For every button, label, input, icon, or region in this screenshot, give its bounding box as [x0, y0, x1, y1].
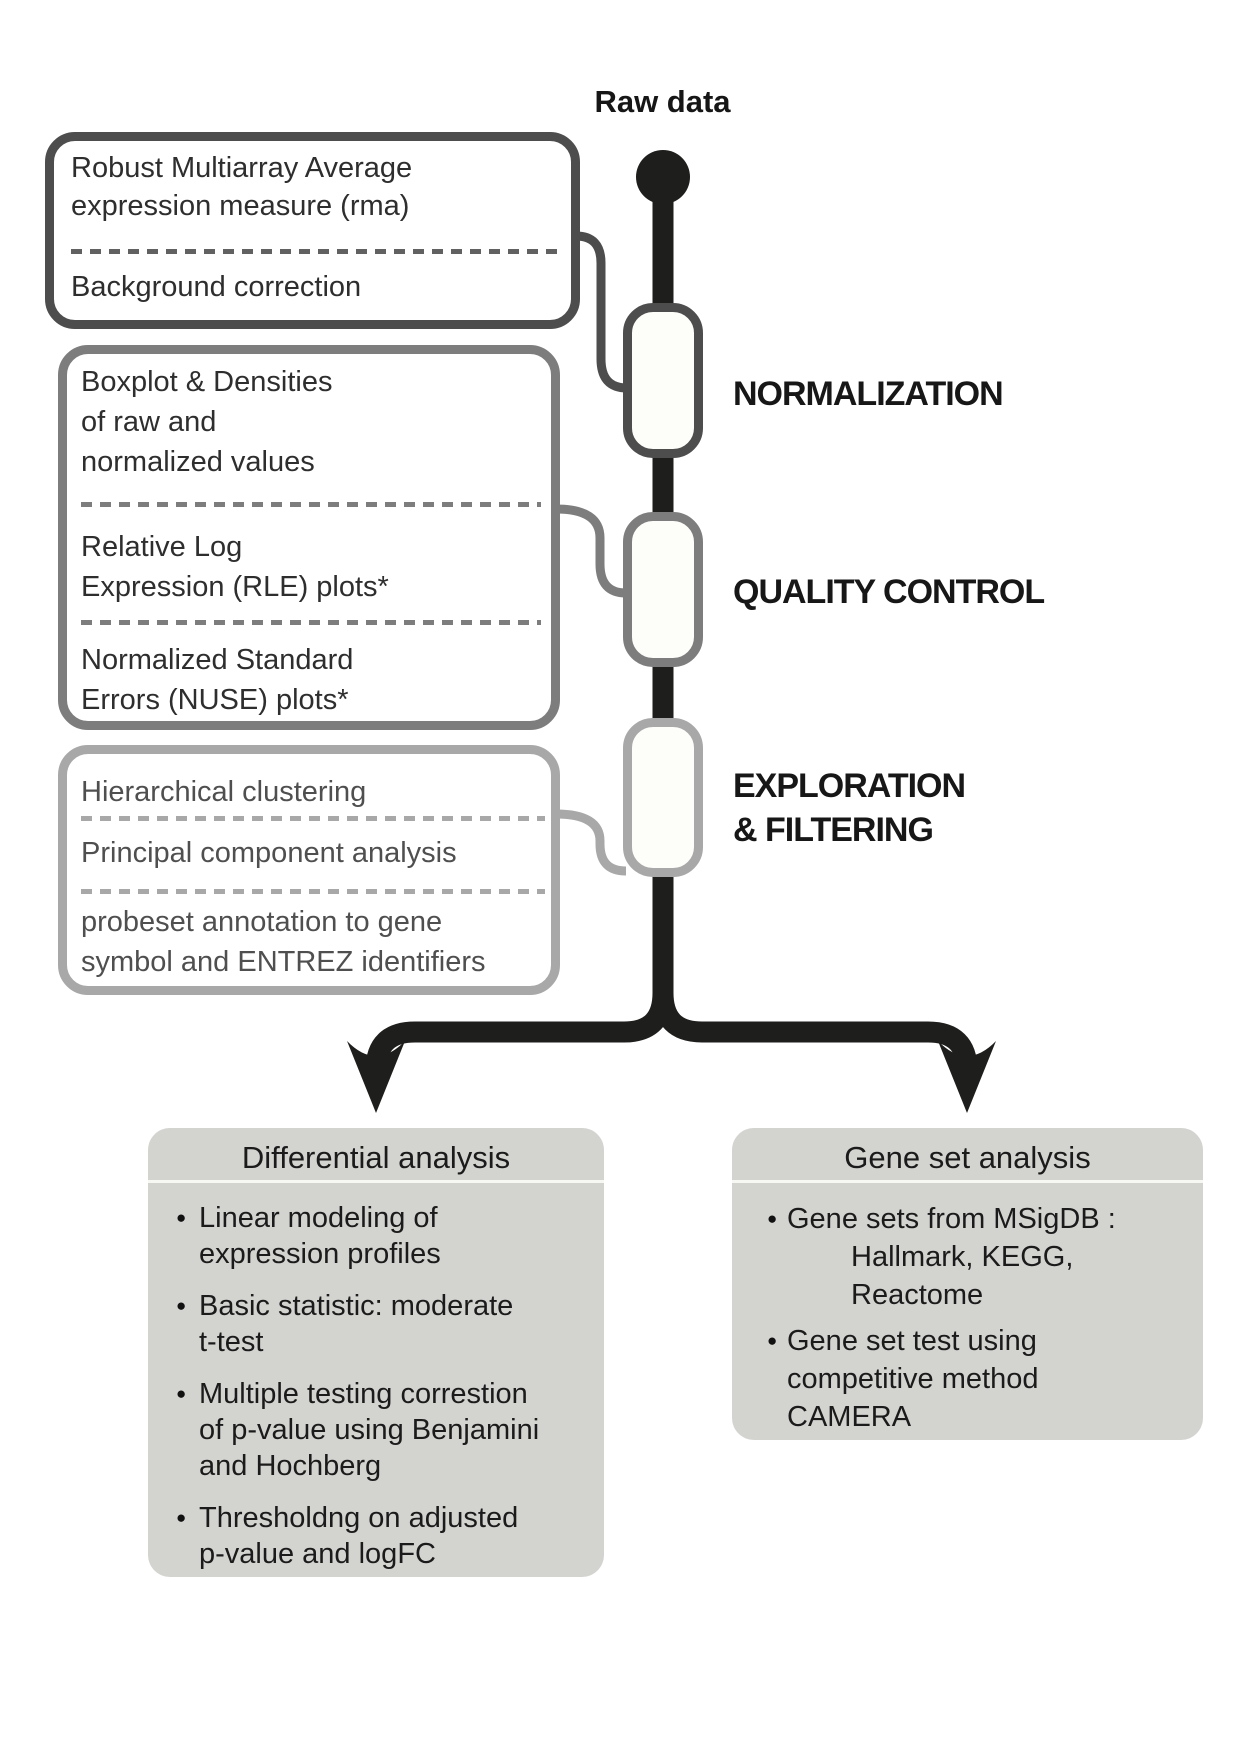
raw-data-dot: [636, 150, 690, 204]
bullet-line: Reactome: [851, 1279, 984, 1311]
raw-data-label: Raw data: [594, 84, 731, 119]
method-line: probeset annotation to gene: [81, 906, 443, 938]
method-line: Expression (RLE) plots*: [81, 571, 389, 603]
quality-control-stage-label: QUALITY CONTROL: [733, 573, 1045, 611]
bullet-line: ● Gene set test using: [787, 1325, 1037, 1357]
connector-normalization: [576, 236, 627, 388]
gene-set-analysis-title: Gene set analysis: [732, 1128, 1203, 1183]
bullet-line: ● Thresholdng on adjusted: [199, 1502, 519, 1534]
method-line: Errors (NUSE) plots*: [81, 684, 349, 716]
bullet-line: of p-value using Benjamini: [199, 1414, 540, 1446]
bullet-line: ● Linear modeling of: [199, 1202, 438, 1234]
method-line: Background correction: [71, 271, 362, 303]
dashed-divider: [81, 502, 541, 507]
method-line: of raw and: [81, 406, 217, 438]
bullet-line: ● Basic statistic: moderate: [199, 1290, 514, 1322]
differential-analysis-box: [148, 1128, 604, 1577]
bullet-line: ● Multiple testing correstion: [199, 1378, 528, 1410]
dashed-divider: [81, 816, 545, 821]
bullet-line: Hallmark, KEGG,: [851, 1241, 1074, 1273]
bullet-line: expression profiles: [199, 1238, 441, 1270]
normalization-methods-box: [45, 132, 580, 329]
connector-quality-control: [556, 509, 626, 593]
list-item: [176, 1200, 604, 1272]
method-line: expression measure (rma): [71, 190, 410, 222]
list-item: [767, 1200, 1203, 1314]
method-line: Robust Multiarray Average: [71, 152, 413, 184]
list-item: [767, 1322, 1203, 1436]
dashed-divider: [71, 249, 559, 254]
normalization-node: [623, 303, 703, 458]
method-line: Normalized Standard: [81, 644, 354, 676]
method-line: Boxplot & Densities: [81, 366, 333, 398]
dashed-divider: [81, 889, 545, 894]
method-line: symbol and ENTREZ identifiers: [81, 946, 486, 978]
exploration-stage-label-line2: & FILTERING: [733, 811, 933, 849]
branch-right: [663, 978, 967, 1082]
exploration-node: [623, 718, 703, 877]
bullet-line: p-value and logFC: [199, 1538, 436, 1570]
method-line: normalized values: [81, 446, 315, 478]
exploration-stage-label-line1: EXPLORATION: [733, 767, 966, 805]
normalization-stage-label: NORMALIZATION: [733, 375, 1003, 413]
quality-control-node: [623, 512, 703, 667]
exploration-stage-label: [733, 764, 965, 852]
gene-set-analysis-box: [732, 1128, 1203, 1440]
list-item: [176, 1376, 604, 1484]
differential-analysis-list: [176, 1200, 604, 1572]
method-line: Principal component analysis: [81, 837, 457, 869]
method-line: Relative Log: [81, 531, 243, 563]
differential-analysis-title: Differential analysis: [148, 1128, 604, 1183]
method-line: Hierarchical clustering: [81, 776, 367, 808]
connector-exploration: [556, 814, 626, 871]
bullet-line: ● Gene sets from MSigDB :: [787, 1203, 1116, 1235]
bullet-line: and Hochberg: [199, 1450, 382, 1482]
dashed-divider: [81, 620, 541, 625]
bullet-line: competitive method: [787, 1363, 1039, 1395]
bullet-line: CAMERA: [787, 1401, 912, 1433]
list-item: [176, 1288, 604, 1360]
quality-control-methods-box: [58, 345, 560, 730]
gene-set-analysis-list: [767, 1200, 1203, 1436]
exploration-methods-box: [58, 745, 560, 995]
bullet-line: t-test: [199, 1326, 264, 1358]
list-item: [176, 1500, 604, 1572]
